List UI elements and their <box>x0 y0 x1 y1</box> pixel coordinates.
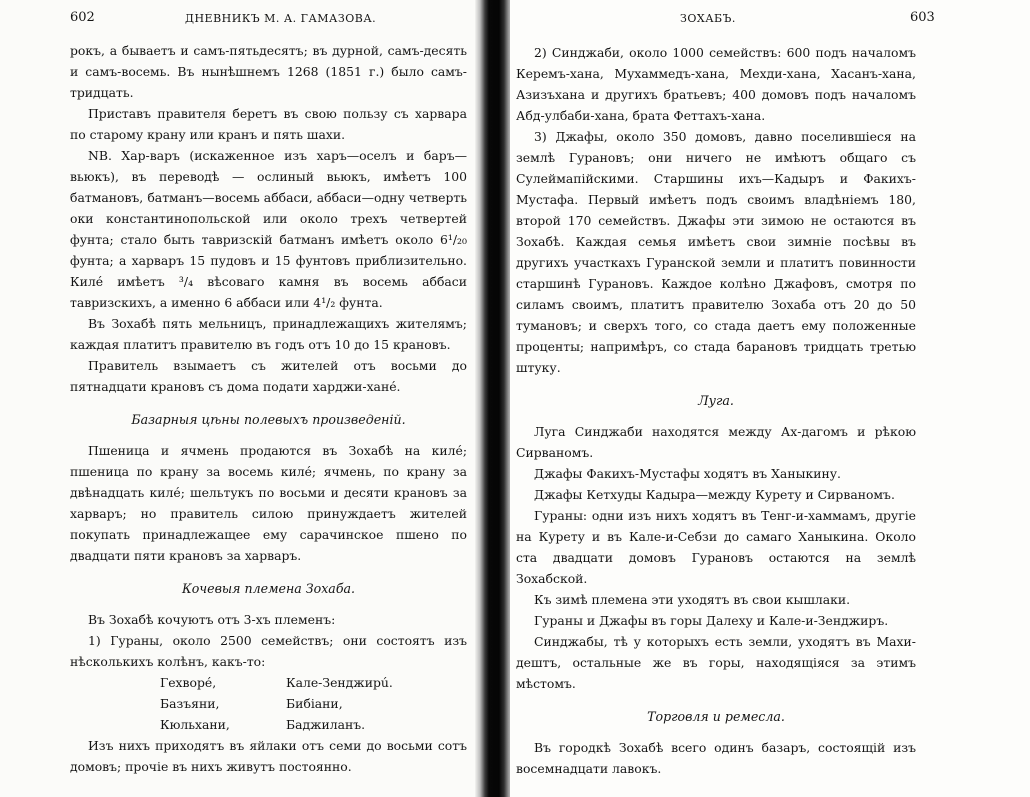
right-text-body <box>516 42 916 779</box>
paragraph: Къ зимѣ племена эти уходятъ въ свои кышлаки. <box>534 592 851 607</box>
paragraph: 3) Джафы, около 350 домовъ, давно поселившіеся на землѣ Гурановъ; они ничего не имѣютъ общаго съ Сулеймапійскими. Старшины ихъ—Кадыръ и Факихъ-Мустафа. Первый имѣетъ подъ своимъ владѣніемъ 180, второй 170 семействъ. Джафы эти зимою не остаются въ Зохабѣ. Каждая семья имѣетъ свои зимніе посѣвы въ другихъ участкахъ Гуранской земли и платитъ повинности старшинѣ Гурановъ. Каждое колѣно Джафовъ, смотря по силамъ своимъ, платитъ правителю Зохаба отъ 20 до 50 тумановъ; и сверхъ того, со стада даетъ ему положенные проценты; напримѣръ, со стада барановъ тридцать третью штуку. <box>516 129 916 375</box>
paragraph: 1) Гураны, около 2500 семействъ; они состоятъ изъ нѣсколькихъ колѣнъ, какъ-то: <box>70 633 467 669</box>
running-head: ДНЕВНИКЪ М. А. ГАМАЗОВА. <box>185 12 377 25</box>
running-head: ЗОХАБЪ. <box>680 12 736 25</box>
book-gutter <box>475 0 515 797</box>
paragraph: NB. Хар-варъ (искаженное изъ харъ—оселъ и баръ—вьюкъ), въ переводѣ — ослиный вьюкъ, имѣетъ 100 батмановъ, батманъ—восемь аббаси, аббаси—одну четверть оки константинопольской или около трехъ четвертей фунта; стало быть тавризскій батманъ имѣетъ около 6¹/₂₀ фунта; а харваръ 15 пудовъ и 15 фунтовъ приблизительно. Килé имѣетъ ³/₄ вѣсоваго камня въ восемь аббаси тавризскихъ, а именно 6 аббаси или 4¹/₂ фунта. <box>70 148 467 310</box>
page-number: 603 <box>910 10 935 25</box>
tribe-name: Базъяни, <box>160 696 220 711</box>
tribe-name: Кале-Зенджирú. <box>286 675 393 690</box>
paragraph: Джафы Факихъ-Мустафы ходятъ въ Ханыкину. <box>534 466 841 481</box>
left-page <box>0 0 480 797</box>
paragraph: Джафы Кетхуды Кадыра—между Курету и Сирваномъ. <box>534 487 895 502</box>
paragraph: Приставъ правителя беретъ въ свою пользу съ харвара по старому крану или кранъ и пять шахи. <box>70 106 467 142</box>
tribe-name: Гехворé, <box>160 675 217 690</box>
paragraph: Изъ нихъ приходятъ въ яйлаки отъ семи до восьми сотъ домовъ; прочіе въ нихъ живутъ постоянно. <box>70 738 467 774</box>
section-heading: Базарныя цѣны полевыхъ произведеній. <box>131 412 406 427</box>
paragraph: Гураны и Джафы въ горы Далеху и Кале-и-Зенджиръ. <box>534 613 889 628</box>
tribe-list <box>70 672 467 735</box>
paragraph: Правитель взымаетъ съ жителей отъ восьми до пятнадцати крановъ съ дома подати харджи-ханé. <box>70 358 467 394</box>
paragraph: 2) Синджаби, около 1000 семействъ: 600 подъ началомъ Керемъ-хана, Мухаммедъ-хана, Мехди-хана, Хасанъ-хана, Азизъхана и другихъ братьевъ; 400 домовъ подъ началомъ Абд-улбаби-хана, брата Феттахъ-хана. <box>516 45 916 123</box>
paragraph: Синджабы, тѣ у которыхъ есть земли, уходятъ въ Махи-дештъ, остальные же въ горы, находящіяся за этимъ мѣстомъ. <box>516 634 916 691</box>
paragraph: Въ Зохабѣ пять мельницъ, принадлежащихъ жителямъ; каждая платитъ правителю въ годъ отъ 10 до 15 крановъ. <box>70 316 467 352</box>
paragraph: Луга Синджаби находятся между Ах-дагомъ и рѣкою Сирваномъ. <box>516 424 916 460</box>
paragraph: Въ городкѣ Зохабѣ всего одинъ базаръ, состоящій изъ восемнадцати лавокъ. <box>516 740 916 776</box>
tribe-name: Баджиланъ. <box>286 717 366 732</box>
left-text-body <box>70 40 467 777</box>
paragraph: Въ Зохабѣ кочуютъ отъ 3-хъ племенъ: <box>88 612 336 627</box>
paragraph: Пшеница и ячмень продаются въ Зохабѣ на килé; пшеница по крану за восемь килé; ячмень, по крану за двѣнадцать килé; шельтукъ по восьми и десяти крановъ за харваръ; но правитель силою принуждаетъ жителей покупать принадлежащее ему сарачинское пшено по двадцати пяти крановъ за харваръ. <box>70 443 467 563</box>
section-heading: Луга. <box>698 393 734 408</box>
paragraph: рокъ, а бываетъ и самъ-пятьдесятъ; въ дурной, самъ-десять и самъ-восемь. Въ нынѣшнемъ 1268 (1851 г.) было самъ-тридцать. <box>70 43 467 100</box>
section-heading: Торговля и ремесла. <box>647 709 785 724</box>
section-heading: Кочевыя племена Зохаба. <box>181 581 356 596</box>
tribe-name: Кюльхани, <box>160 717 230 732</box>
tribe-name: Бибіани, <box>286 696 343 711</box>
page-number: 602 <box>70 10 95 25</box>
paragraph: Гураны: одни изъ нихъ ходятъ въ Тенг-и-хаммамъ, другіе на Курету и въ Кале-и-Себзи до самаго Ханыкина. Около ста двадцати домовъ Гурановъ остаются на землѣ Зохабской. <box>516 508 916 586</box>
right-page <box>510 0 1030 797</box>
